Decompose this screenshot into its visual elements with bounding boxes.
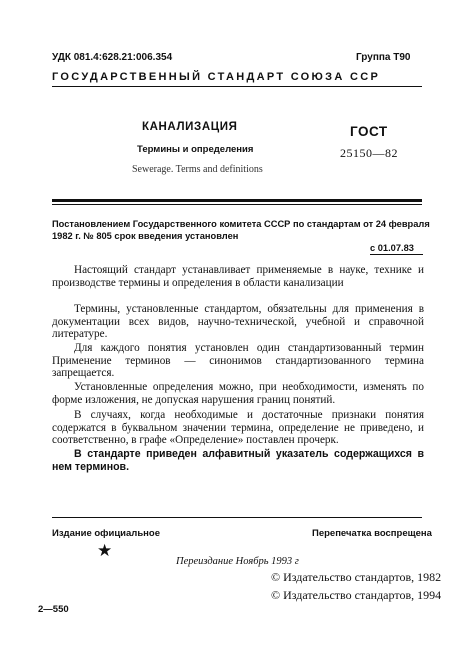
- paragraph-6: В стандарте приведен алфавитный указатель содержащихся в нем терминов.: [52, 448, 424, 473]
- paragraph-2: Термины, установленные стандартом, обязательны для применения в документации всех видов, научно-технической, учебной и справочной литературе.: [52, 303, 424, 341]
- star-icon: ★: [97, 541, 113, 560]
- paragraph-5: В случаях, когда необходимые и достаточные признаки понятия содержатся в буквальном значении термина, определение не приведено, и соответственно, в графе «Определение» поставлен прочерк.: [52, 409, 424, 447]
- reprint-notice: Перепечатка воспрещена: [312, 528, 432, 539]
- paragraph-3: Для каждого понятия установлен один стандартизованный термин Применение терминов — синонимов стандартизованного термина запрещается.: [52, 342, 424, 380]
- page-code: 2—550: [38, 604, 69, 615]
- copyright-1982: © Издательство стандартов, 1982: [271, 570, 442, 584]
- copyright-1994: © Издательство стандартов, 1994: [271, 588, 442, 602]
- decree-line-2: 1982 г. № 805 срок введения установлен: [52, 231, 239, 241]
- document-subtitle: Термины и определения: [137, 144, 254, 155]
- header-rule: [52, 86, 422, 87]
- date-underline: [370, 254, 423, 255]
- group-code: Группа Т90: [356, 52, 411, 63]
- gost-label: ГОСТ: [350, 124, 388, 139]
- udk-code: УДК 081.4:628.21:006.354: [52, 52, 173, 63]
- standard-title: ГОСУДАРСТВЕННЫЙ СТАНДАРТ СОЮЗА ССР: [52, 71, 381, 83]
- effective-date: с 01.07.83: [370, 243, 414, 253]
- reissue-note: Переиздание Ноябрь 1993 г: [176, 556, 299, 567]
- decree-line-1: Постановлением Государственного комитета СССР по стандартам от 24 февраля: [52, 219, 430, 229]
- paragraph-1: Настоящий стандарт устанавливает применяемые в науке, технике и производстве термины и определения в области канализации: [52, 264, 424, 289]
- thin-rule: [52, 204, 422, 205]
- thick-rule: [52, 199, 422, 202]
- gost-number: 25150—82: [340, 146, 398, 160]
- english-title: Sewerage. Terms and definitions: [132, 164, 263, 175]
- footer-rule: [52, 517, 422, 518]
- document-title: КАНАЛИЗАЦИЯ: [142, 121, 238, 133]
- paragraph-4: Установленные определения можно, при необходимости, изменять по форме изложения, не допуская нарушения границ понятий.: [52, 381, 424, 406]
- official-edition: Издание официальное: [52, 528, 160, 539]
